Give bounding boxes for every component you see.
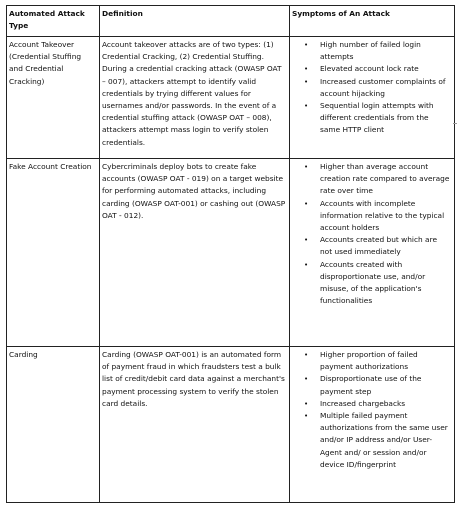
header-attack-type: Automated Attack Type (7, 6, 100, 37)
symptom-text: Multiple failed payment authorizations from the same user and/or IP address and/or User-Agent and/ or session and/or device ID/fingerprint (320, 411, 448, 469)
symptom-text: High number of failed login attempts (320, 40, 421, 62)
header-definition: Definition (100, 6, 290, 37)
symptom-item (292, 63, 452, 75)
definition-cell: Cybercriminals deploy bots to create fake accounts (OWASP OAT - 019) on a target website for performing automated attacks, including carding (OWASP OAT-001) or cashing out (OWASP OAT - 012). (100, 159, 290, 347)
attack-type-cell: Carding (7, 347, 100, 503)
symptom-item (292, 259, 452, 308)
symptoms-cell (290, 347, 455, 503)
symptoms-list (292, 161, 452, 307)
table-row (7, 347, 455, 503)
bullet-icon: • (304, 77, 309, 86)
symptom-text: Disproportionate use of the payment step (320, 374, 422, 396)
symptom-item (292, 234, 452, 258)
symptom-item (292, 349, 452, 373)
bullet-icon: • (304, 236, 309, 245)
symptom-item (292, 161, 452, 198)
symptom-item (292, 410, 452, 471)
automated-attacks-table (6, 5, 455, 503)
symptom-text: Increased customer complaints of account hijacking (320, 76, 446, 98)
symptom-item (292, 100, 452, 137)
page-edge-divider (453, 123, 457, 124)
bullet-icon: • (304, 351, 309, 359)
symptom-text: Higher proportion of failed payment authorizations (320, 350, 418, 372)
table-row (7, 37, 455, 159)
bullet-icon: • (304, 375, 309, 384)
attack-type-cell: Account Takeover (Credential Stuffing and Credential Cracking) (7, 37, 100, 159)
bullet-icon: • (304, 41, 309, 49)
symptom-text: Increased chargebacks (320, 398, 406, 408)
symptoms-cell (290, 37, 455, 159)
symptom-text: Higher than average account creation rate compared to average rate over time (320, 162, 450, 196)
symptom-text: Accounts created but which are not used immediately (320, 235, 437, 257)
bullet-icon: • (304, 260, 309, 269)
symptom-item (292, 373, 452, 397)
symptom-item (292, 76, 452, 100)
symptom-item (292, 198, 452, 235)
symptom-text: Accounts created with disproportionate use, and/or misuse, of the application's functionalities (320, 259, 426, 306)
bullet-icon: • (304, 163, 309, 171)
table-header-row (7, 6, 455, 37)
table-row (7, 159, 455, 347)
symptoms-cell (290, 159, 455, 347)
symptom-text: Accounts with incomplete information relative to the typical account holders (320, 198, 445, 233)
header-symptoms: Symptoms of An Attack (290, 6, 455, 37)
symptom-text: Elevated account lock rate (320, 64, 419, 74)
bullet-icon: • (304, 199, 309, 208)
bullet-icon: • (304, 102, 309, 111)
symptom-item (292, 39, 452, 63)
symptoms-list (292, 349, 452, 471)
definition-cell: Carding (OWASP OAT-001) is an automated form of payment fraud in which fraudsters test a bulk list of credit/debit card data against a merchant's payment processing system to verify the stolen card details. (100, 347, 290, 503)
definition-cell: Account takeover attacks are of two types: (1) Credential Cracking, (2) Credential Stuffing. During a credential cracking attack (OWASP OAT – 007), attackers attempt to identify valid credentials by trying different values for usernames and/or passwords. In the event of a credential stuffing attack (OWASP OAT – 008), attackers attempt mass login to verify stolen credentials. (100, 37, 290, 159)
symptoms-list (292, 39, 452, 137)
attack-type-cell: Fake Account Creation (7, 159, 100, 347)
bullet-icon: • (304, 412, 309, 421)
symptom-item (292, 398, 452, 410)
bullet-icon: • (304, 65, 309, 74)
bullet-icon: • (304, 399, 309, 408)
symptom-text: Sequential login attempts with different credentials from the same HTTP client (320, 101, 434, 135)
